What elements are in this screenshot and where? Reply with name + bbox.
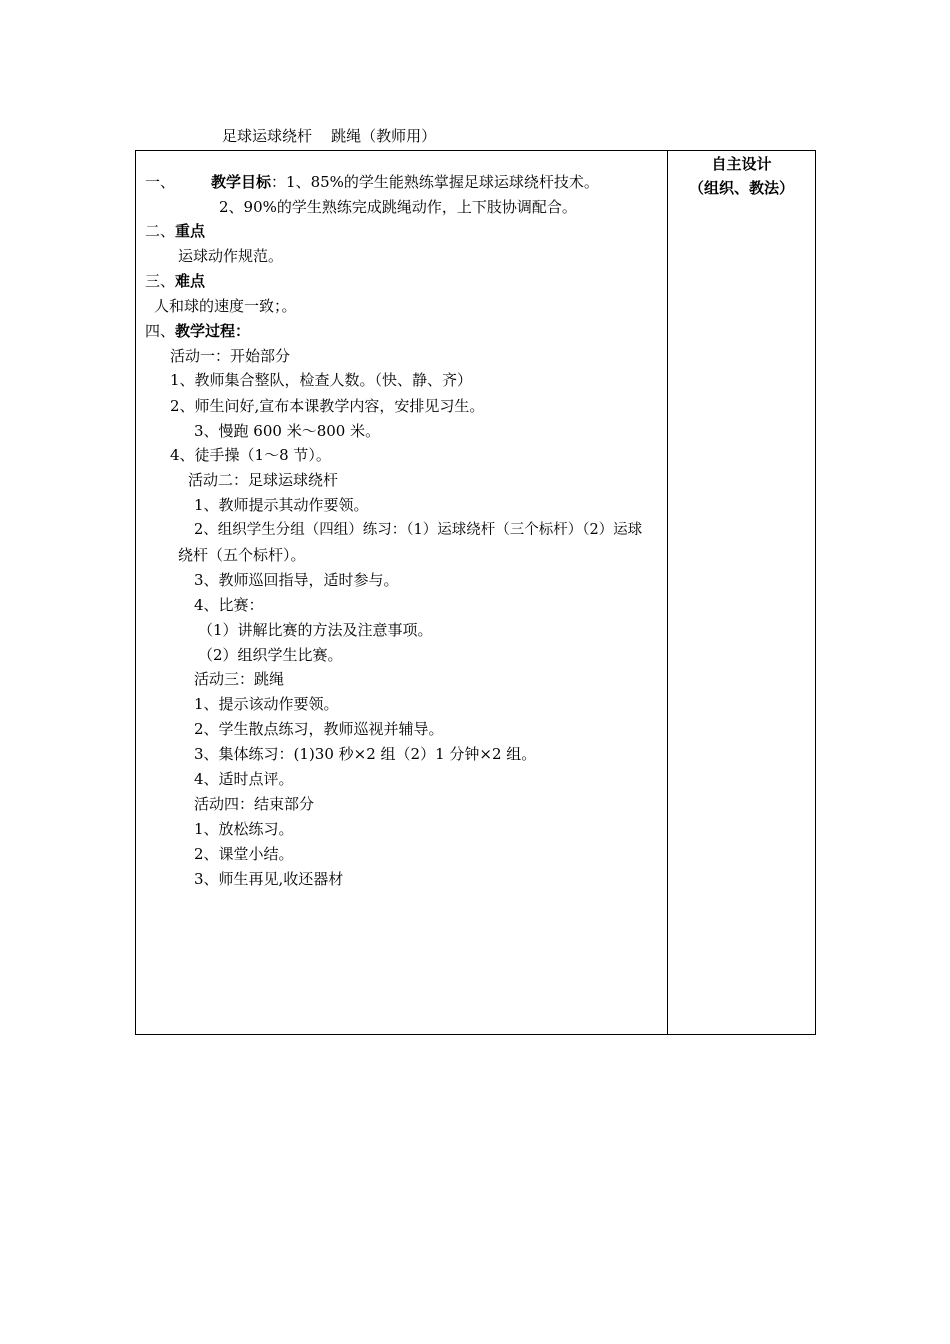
activity2-item: 绕杆（五个标杆）。: [178, 546, 306, 564]
activity4-item: 1、放松练习。: [194, 820, 294, 838]
self-design-column-header: [668, 152, 815, 200]
activity4-item: 2、课堂小结。: [194, 845, 294, 863]
key-text: 运球动作规范。: [178, 247, 284, 265]
key-section-heading: [145, 221, 205, 241]
activity1-item: 1、教师集合整队，检查人数。（快、静、齐）: [170, 371, 473, 389]
activity3-title: 活动三：跳绳: [194, 670, 285, 688]
activity1-item: 2、师生问好,宣布本课教学内容，安排见习生。: [170, 397, 485, 415]
goal-label: 教学目标: [211, 173, 272, 191]
goal-number: 一、: [145, 173, 176, 191]
process-number: 四、: [145, 322, 176, 340]
activity2-item: 4、比赛：: [194, 596, 264, 614]
lesson-plan-table: [135, 150, 816, 1035]
activity2-item: （1）讲解比赛的方法及注意事项。: [198, 621, 433, 639]
activity3-item: 3、集体练习：(1)30 秒×2 组（2）1 分钟×2 组。: [194, 745, 537, 763]
activity2-item: 2、组织学生分组（四组）练习：（1）运球绕杆（三个标杆）（2）运球: [194, 522, 643, 538]
key-number: 二、: [145, 222, 176, 240]
goal-text-2: 2、90%的学生熟练完成跳绳动作，上下肢协调配合。: [219, 198, 577, 216]
self-design-heading: 自主设计: [711, 155, 772, 173]
key-label: 重点: [175, 222, 206, 240]
activity1-item: 4、徒手操（1～8 节）。: [170, 446, 331, 464]
goal-section: [145, 172, 599, 192]
activity2-item: 1、教师提示其动作要领。: [194, 496, 369, 514]
process-section-heading: [145, 321, 250, 341]
activity4-item: 3、师生再见,收还器材: [194, 870, 344, 888]
difficulty-section-heading: [145, 271, 205, 291]
activity4-title: 活动四：结束部分: [194, 795, 315, 813]
activity2-item: （2）组织学生比赛。: [198, 646, 343, 664]
activity1-item: 3、慢跑 600 米～800 米。: [194, 422, 381, 440]
process-label: 教学过程：: [175, 322, 251, 340]
difficulty-label: 难点: [175, 272, 206, 290]
self-design-subheading: （组织、教法）: [688, 179, 794, 197]
column-divider: [667, 150, 668, 1035]
activity1-title: 活动一：开始部分: [170, 347, 291, 365]
activity3-item: 4、适时点评。: [194, 770, 294, 788]
activity3-item: 2、学生散点练习，教师巡视并辅导。: [194, 720, 444, 738]
goal-text-1: ：1、85%的学生能熟练掌握足球运球绕杆技术。: [271, 173, 599, 191]
activity2-title: 活动二：足球运球绕杆: [188, 471, 339, 489]
difficulty-number: 三、: [145, 272, 176, 290]
activity3-item: 1、提示该动作要领。: [194, 695, 339, 713]
document-title: 足球运球绕杆 跳绳（教师用）: [222, 127, 437, 145]
activity2-item: 3、教师巡回指导，适时参与。: [194, 571, 399, 589]
difficulty-text: 人和球的速度一致；。: [154, 297, 297, 315]
